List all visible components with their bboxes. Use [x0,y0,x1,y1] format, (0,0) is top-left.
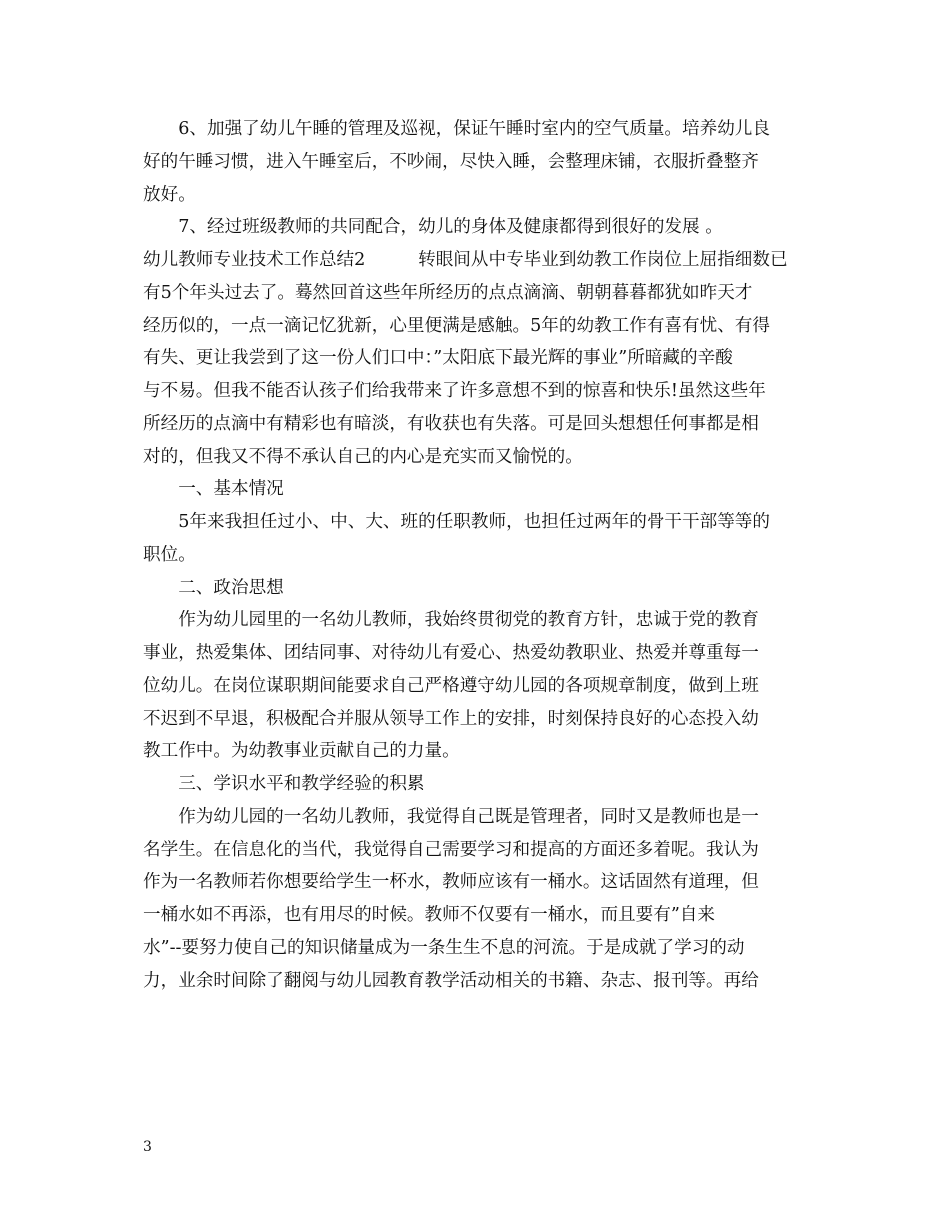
page-number: 3 [143,1139,152,1155]
text-line: 所经历的点滴中有精彩也有暗淡，有收获也有失落。可是回头想想任何事都是相 [143,413,759,434]
text-line: 经历似的，一点一滴记忆犹新，心里便满是感触。5年的幼教工作有喜有忧、有得 [143,315,770,336]
text-line: 二、政治思想 [143,577,284,598]
text-line: 与不易。但我不能否认孩子们给我带来了许多意想不到的惊喜和快乐!虽然这些年 [143,381,766,401]
text-line: 7、经过班级教师的共同配合，幼儿的身体及健康都得到很好的发展 。 [143,217,723,238]
text-line: 不迟到不早退，积极配合并服从领导工作上的安排，时刻保持良好的心态投入幼 [143,708,759,729]
text-line: 一桶水如不再添，也有用尽的时候。教师不仅要有一桶水，而且要有”自来 [143,905,715,925]
text-line: 5年来我担任过小、中、大、班的任职教师，也担任过两年的骨干干部等等的 [143,512,770,532]
text-line: 位幼儿。在岗位谋职期间能要求自己严格遵守幼儿园的各项规章制度，做到上班 [143,675,759,696]
text-line: 作为幼儿园的一名幼儿教师，我觉得自己既是管理者，同时又是教师也是一 [143,806,759,827]
text-line: 有5个年头过去了。蓦然回首这些年所经历的点点滴滴、朝朝暮暮都犹如昨天才 [143,282,753,303]
text-line: 好的午睡习惯，进入午睡室后，不吵闹，尽快入睡，会整理床铺，衣服折叠整齐 [143,151,759,172]
text-line: 职位。 [143,544,196,565]
text-line: 放好。 [143,184,196,205]
text-line: 教工作中。为幼教事业贡献自己的力量。 [143,741,460,762]
text-line: 对的，但我又不得不承认自己的内心是充实而又愉悦的。 [143,446,583,467]
text-line: 作为幼儿园里的一名幼儿教师，我始终贯彻党的教育方针，忠诚于党的教育 [143,610,759,631]
text-line: 水”--要努力使自己的知识储量成为一条生生不息的河流。于是成就了学习的动 [143,937,745,958]
text-line: 幼儿教师专业技术工作总结2 转眼间从中专毕业到幼教工作岗位上屈指细数已 [143,250,788,270]
text-line: 名学生。在信息化的当代，我觉得自己需要学习和提高的方面还多着呢。我认为 [143,839,759,860]
text-line: 力，业余时间除了翻阅与幼儿园教育教学活动相关的书籍、杂志、报刊等。再给 [143,970,759,991]
text-line: 三、学识水平和教学经验的积累 [143,774,425,794]
text-line: 事业，热爱集体、团结同事、对待幼儿有爱心、热爱幼教职业、热爱并尊重每一 [143,643,759,663]
text-line: 6、加强了幼儿午睡的管理及巡视，保证午睡时室内的空气质量。培养幼儿良 [143,119,770,139]
text-line: 一、基本情况 [143,479,284,500]
text-line: 有失、更让我尝到了这一份人们口中：”太阳底下最光辉的事业”所暗藏的辛酸 [143,348,733,369]
text-line: 作为一名教师若你想要给学生一杯水，教师应该有一桶水。这话固然有道理，但 [143,872,759,893]
